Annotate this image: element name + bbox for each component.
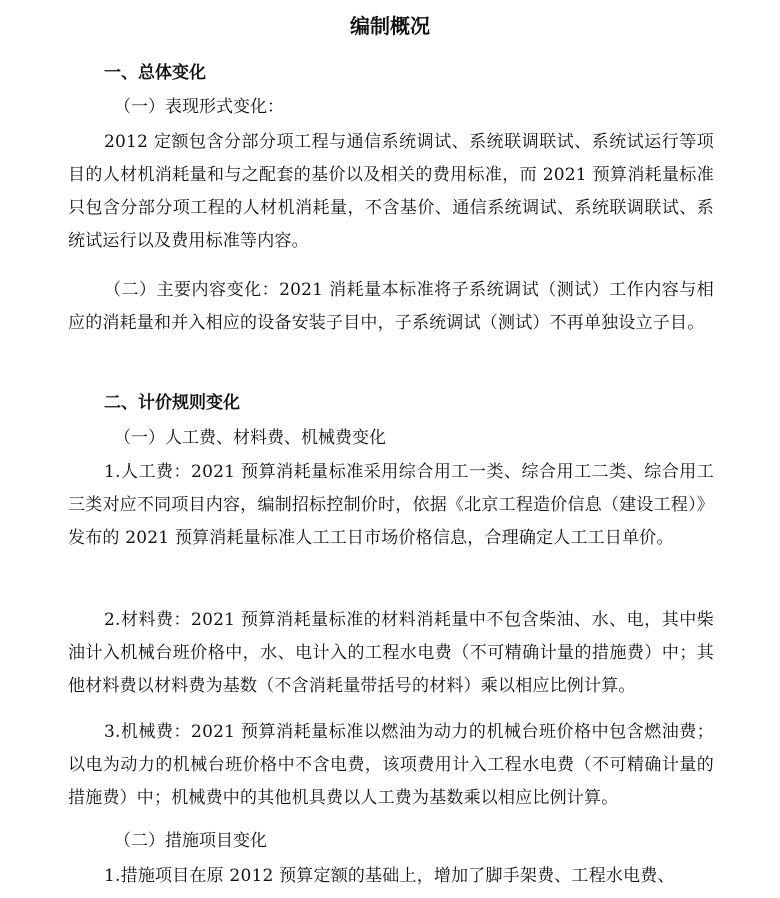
subsection-heading-costs: （一）人工费、材料费、机械费变化 bbox=[114, 428, 386, 448]
paragraph-measures-item1: 1.措施项目在原 2012 预算定额的基础上，增加了脚手架费、工程水电费、 bbox=[104, 866, 675, 886]
document-title: 编制概况 bbox=[350, 14, 430, 38]
section-heading-overall-changes: 一、总体变化 bbox=[104, 63, 206, 83]
paragraph-main-content-change: （二）主要内容变化：2021 消耗量本标准将子系统调试（测试）工作内容与相应的消耗量和并入相应的设备安装子目中，子系统调试（测试）不再单独设立子目。 bbox=[68, 280, 714, 333]
paragraph-machinery-cost: 3.机械费：2021 预算消耗量标准以燃油为动力的机械台班价格中包含燃油费；以电为动力的机械台班价格中不含电费，该项费用计入工程水电费（不可精确计量的措施费）中；机械费中的其他机具费以人工费为基数乘以相应比例计算。 bbox=[68, 722, 714, 808]
section-heading-pricing-rules: 二、计价规则变化 bbox=[104, 393, 240, 413]
subsection-heading-measures: （二）措施项目变化 bbox=[114, 831, 267, 851]
subsection-heading-presentation: （一）表现形式变化： bbox=[114, 97, 284, 117]
paragraph-material-cost: 2.材料费：2021 预算消耗量标准的材料消耗量中不包含柴油、水、电，其中柴油计入机械台班价格中，水、电计入的工程水电费（不可精确计量的措施费）中；其他材料费以材料费为基数（不含消耗量带括号的材料）乘以相应比例计算。 bbox=[68, 610, 714, 696]
paragraph-presentation-change: 2012 定额包含分部分项工程与通信系统调试、系统联调联试、系统试运行等项目的人材机消耗量和与之配套的基价以及相关的费用标准，而 2021 预算消耗量标准只包含分部分项工程的人材机消耗量，不含基价、通信系统调试、系统联调联试、系统试运行以及费用标准等内容。 bbox=[68, 132, 714, 251]
paragraph-labor-cost: 1.人工费：2021 预算消耗量标准采用综合用工一类、综合用工二类、综合用工三类对应不同项目内容，编制招标控制价时，依据《北京工程造价信息（建设工程）》发布的 2021 预算消耗量标准人工工日市场价格信息，合理确定人工工日单价。 bbox=[68, 462, 714, 548]
